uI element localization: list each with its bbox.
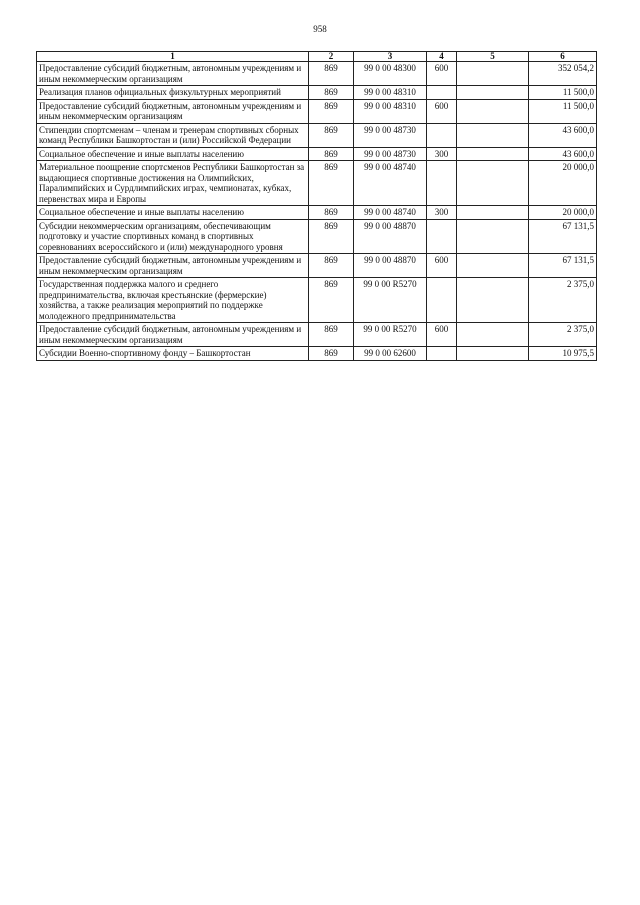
cell-col5 xyxy=(457,206,529,220)
cell-type xyxy=(427,278,457,323)
cell-col5 xyxy=(457,278,529,323)
cell-amount: 10 975,5 xyxy=(529,347,597,361)
cell-amount: 43 600,0 xyxy=(529,123,597,147)
cell-amount: 67 131,5 xyxy=(529,254,597,278)
header-col-6: 6 xyxy=(529,52,597,62)
cell-amount: 20 000,0 xyxy=(529,206,597,220)
header-col-5: 5 xyxy=(457,52,529,62)
cell-ministry: 869 xyxy=(309,254,354,278)
cell-name: Субсидии Военно-спортивному фонду – Башкортостан xyxy=(37,347,309,361)
cell-code: 99 0 00 48300 xyxy=(354,62,427,86)
header-col-4: 4 xyxy=(427,52,457,62)
cell-code: 99 0 00 48310 xyxy=(354,99,427,123)
cell-name: Стипендии спортсменам – членам и тренерам спортивных сборных команд Республики Башкортостан и (или) Российской Федерации xyxy=(37,123,309,147)
cell-name: Государственная поддержка малого и среднего предпринимательства, включая крестьянские (фермерские) хозяйства, а также реализация мероприятий по поддержке молодежного предпринимательства xyxy=(37,278,309,323)
cell-col5 xyxy=(457,62,529,86)
cell-col5 xyxy=(457,147,529,161)
cell-name: Социальное обеспечение и иные выплаты населению xyxy=(37,206,309,220)
cell-col5 xyxy=(457,161,529,206)
cell-ministry: 869 xyxy=(309,161,354,206)
cell-col5 xyxy=(457,123,529,147)
table-row xyxy=(37,347,597,361)
header-col-1: 1 xyxy=(37,52,309,62)
cell-code: 99 0 00 48730 xyxy=(354,123,427,147)
table-row xyxy=(37,99,597,123)
cell-type: 300 xyxy=(427,147,457,161)
cell-amount: 67 131,5 xyxy=(529,219,597,254)
table-row xyxy=(37,161,597,206)
cell-ministry: 869 xyxy=(309,206,354,220)
cell-amount: 11 500,0 xyxy=(529,99,597,123)
cell-code: 99 0 00 48310 xyxy=(354,86,427,100)
cell-ministry: 869 xyxy=(309,62,354,86)
header-row xyxy=(37,52,597,62)
cell-code: 99 0 00 62600 xyxy=(354,347,427,361)
cell-code: 99 0 00 R5270 xyxy=(354,323,427,347)
cell-col5 xyxy=(457,323,529,347)
cell-code: 99 0 00 48740 xyxy=(354,206,427,220)
cell-ministry: 869 xyxy=(309,86,354,100)
cell-col5 xyxy=(457,347,529,361)
budget-table xyxy=(36,51,597,361)
cell-name: Социальное обеспечение и иные выплаты населению xyxy=(37,147,309,161)
table-row xyxy=(37,147,597,161)
cell-amount: 43 600,0 xyxy=(529,147,597,161)
cell-code: 99 0 00 48870 xyxy=(354,254,427,278)
cell-code: 99 0 00 48870 xyxy=(354,219,427,254)
cell-code: 99 0 00 48730 xyxy=(354,147,427,161)
cell-type xyxy=(427,219,457,254)
cell-type: 600 xyxy=(427,323,457,347)
table-row xyxy=(37,62,597,86)
cell-name: Материальное поощрение спортсменов Республики Башкортостан за выдающиеся спортивные достижения на Олимпийских, Паралимпийских и Сурдлимпийских играх, чемпионатах, кубках, первенствах мира и Европы xyxy=(37,161,309,206)
table-row xyxy=(37,323,597,347)
cell-type xyxy=(427,347,457,361)
cell-col5 xyxy=(457,254,529,278)
cell-type: 300 xyxy=(427,206,457,220)
cell-type xyxy=(427,123,457,147)
table-row xyxy=(37,123,597,147)
table-row xyxy=(37,278,597,323)
cell-ministry: 869 xyxy=(309,219,354,254)
cell-col5 xyxy=(457,99,529,123)
cell-ministry: 869 xyxy=(309,123,354,147)
page-number: 958 xyxy=(313,24,327,34)
cell-type xyxy=(427,86,457,100)
cell-ministry: 869 xyxy=(309,347,354,361)
cell-amount: 2 375,0 xyxy=(529,323,597,347)
cell-type: 600 xyxy=(427,254,457,278)
cell-amount: 20 000,0 xyxy=(529,161,597,206)
cell-code: 99 0 00 48740 xyxy=(354,161,427,206)
cell-name: Предоставление субсидий бюджетным, автономным учреждениям и иным некоммерческим организациям xyxy=(37,323,309,347)
cell-name: Реализация планов официальных физкультурных мероприятий xyxy=(37,86,309,100)
cell-amount: 352 054,2 xyxy=(529,62,597,86)
cell-code: 99 0 00 R5270 xyxy=(354,278,427,323)
cell-type xyxy=(427,161,457,206)
cell-ministry: 869 xyxy=(309,278,354,323)
cell-col5 xyxy=(457,219,529,254)
cell-type: 600 xyxy=(427,99,457,123)
table-row xyxy=(37,254,597,278)
header-col-2: 2 xyxy=(309,52,354,62)
header-col-3: 3 xyxy=(354,52,427,62)
table-header xyxy=(37,52,597,62)
cell-name: Субсидии некоммерческим организациям, обеспечивающим подготовку и участие спортивных команд в спортивных соревнованиях всероссийского и (или) международного уровня xyxy=(37,219,309,254)
table-row xyxy=(37,206,597,220)
cell-name: Предоставление субсидий бюджетным, автономным учреждениям и иным некоммерческим организациям xyxy=(37,99,309,123)
table-row xyxy=(37,86,597,100)
cell-name: Предоставление субсидий бюджетным, автономным учреждениям и иным некоммерческим организациям xyxy=(37,62,309,86)
cell-ministry: 869 xyxy=(309,99,354,123)
cell-amount: 11 500,0 xyxy=(529,86,597,100)
cell-type: 600 xyxy=(427,62,457,86)
cell-name: Предоставление субсидий бюджетным, автономным учреждениям и иным некоммерческим организациям xyxy=(37,254,309,278)
table-body xyxy=(37,62,597,361)
cell-ministry: 869 xyxy=(309,323,354,347)
table-row xyxy=(37,219,597,254)
cell-ministry: 869 xyxy=(309,147,354,161)
cell-col5 xyxy=(457,86,529,100)
cell-amount: 2 375,0 xyxy=(529,278,597,323)
